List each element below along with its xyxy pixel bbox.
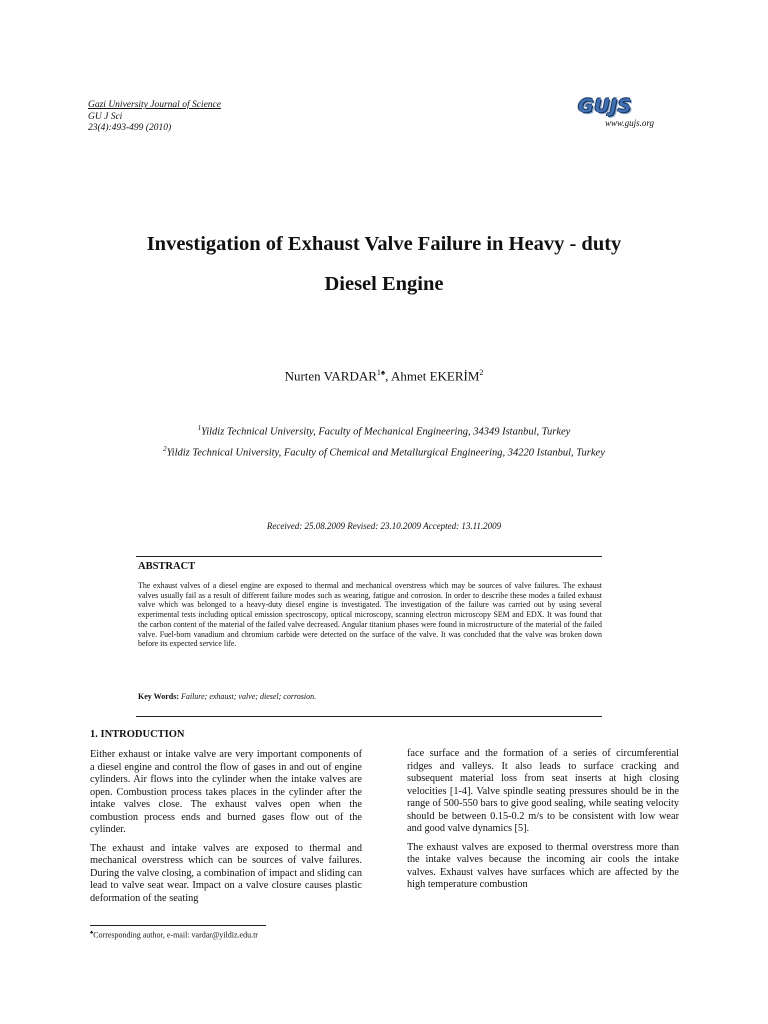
authors	[88, 368, 680, 384]
keywords	[138, 692, 316, 701]
gujs-logo	[578, 96, 656, 136]
keywords-label: Key Words:	[138, 692, 181, 701]
author-2-sup: 2	[479, 368, 484, 377]
title-line-2: Diesel Engine	[324, 273, 444, 295]
footnote	[90, 930, 258, 940]
intro-right-paragraph-1: face surface and the formation of a series of circumferential ridges and valleys. It also leads to surface cracking and subsequent material loss from seat inserts at high closing velocities [1-4]. Valve spindle seating pressures should be in the range of 500-550 bars to give good sealing, while seating velocity should be between 0.15-0.2 m/s to be consistent with low wear and good valve dynamics [5].	[407, 748, 679, 834]
abstract-top-rule	[136, 556, 602, 557]
intro-heading: 1. INTRODUCTION	[90, 729, 185, 740]
intro-right-paragraph-2: The exhaust valves are exposed to thermal overstress more than the intake valves because the incoming air cools the intake valves. Exhaust valves have surfaces which are affected by the high temperature combustion	[407, 841, 679, 890]
footnote-rule	[90, 925, 266, 926]
paper-title	[88, 224, 680, 304]
affiliation-1-sup: 1	[197, 424, 202, 432]
footnote-text: Corresponding author, e-mail: vardar@yildiz.edu.tr	[93, 930, 258, 940]
affiliation-1-text: Yildiz Technical University, Faculty of Mechanical Engineering, 34349 Istanbul, Turkey	[201, 426, 571, 438]
journal-abbrev: GU J Sci	[88, 111, 123, 122]
abstract-heading: ABSTRACT	[138, 561, 196, 572]
right-column	[407, 748, 679, 898]
intro-left-paragraph-1: Either exhaust or intake valve are very important components of a diesel engine and control the flow of gases in and out of engine cylinders. Air flows into the cylinder when the intake valves are open. Combustion process takes places in the cylinder after the intake valves close. The exhaust valves open when the combustion process ends and burned gases flow out of the cylinder.	[90, 749, 362, 835]
affiliation-1	[88, 420, 680, 441]
abstract-bottom-rule	[136, 716, 602, 717]
title-line-1: Investigation of Exhaust Valve Failure in Heavy - duty	[146, 233, 622, 255]
affiliation-2-text: Yildiz Technical University, Faculty of Chemical and Metallurgical Engineering, 34220 Istanbul, Turkey	[166, 447, 605, 458]
journal-citation: 23(4):493-499 (2010)	[88, 123, 172, 133]
logo-text: GUJS	[578, 95, 632, 117]
affiliation-2-sup: 2	[163, 444, 167, 453]
intro-left-paragraph-2: The exhaust and intake valves are exposed to thermal and mechanical overstress which can be sources of valve failures. During the valve closing, a combination of impact and sliding can lead to valve seat wear. Impact on a valve closure causes plastic deformation of the seating	[90, 842, 362, 904]
submission-dates: Received: 25.08.2009 Revised: 23.10.2009 Accepted: 13.11.2009	[266, 521, 502, 531]
journal-info	[88, 100, 221, 135]
abstract-body: The exhaust valves of a diesel engine are exposed to thermal and mechanical overstress which may be sources of valve failures. The exhaust valves usually fail as a result of different failure modes such as wearing, fatigue and corrosion. In order to describe these modes a failed exhaust valve which was belonged to a heavy-duty diesel engine is investigated. The investigation of the failure was carried out by using several experimental tests including optical emission spectroscopy, optical microscopy, scanning electron microscopy SEM and EDX. It was found that the carbon content of the material of the failed valve decreased. Angular titanium phases were found in microstructure of the material of the failed valve. Fuel-born vanadium and chromium carbide were detected on the surface of the valve. It was concluded that the valve was broken down before its expected service life.	[138, 581, 602, 649]
author-2: Ahmet EKERİM	[390, 368, 480, 384]
author-1: Nurten VARDAR	[284, 368, 377, 384]
author-1-sup: 1♠	[376, 368, 386, 377]
footnote-sup: ♠	[90, 930, 94, 936]
logo-url: www.gujs.org	[604, 118, 654, 128]
journal-name: Gazi University Journal of Science	[88, 100, 221, 110]
keywords-list: Failure; exhaust; valve; diesel; corrosion.	[180, 692, 317, 701]
affiliations	[88, 420, 680, 461]
author-separator: ,	[385, 368, 391, 384]
left-column	[90, 749, 362, 911]
affiliation-2	[88, 441, 680, 462]
